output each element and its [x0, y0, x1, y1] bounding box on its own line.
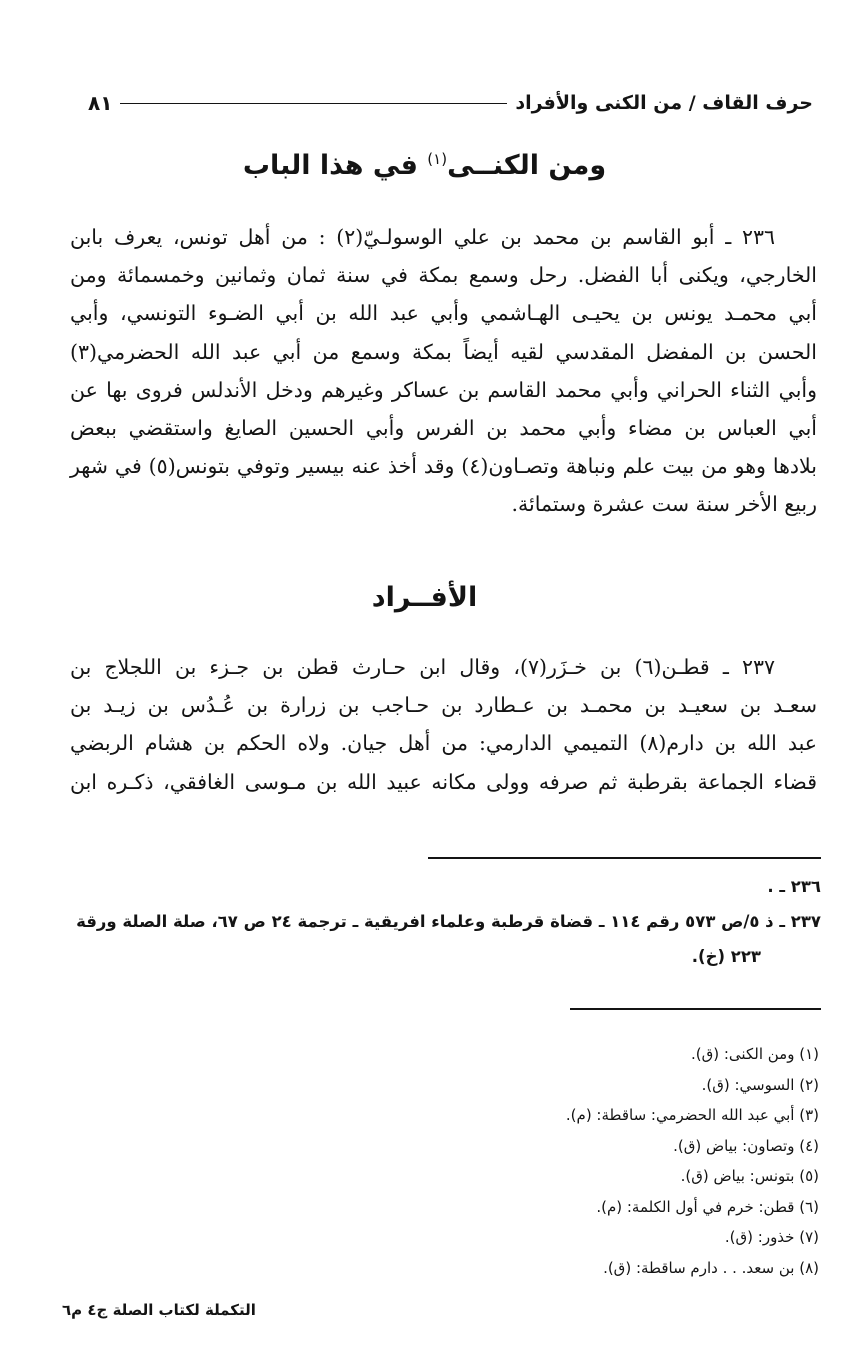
printer-signature: التكملة لكتاب الصلة ج٤ م٦ [62, 1301, 256, 1319]
entry-236-line: ربيع الأخر سنة ست عشرة وستمائة. [511, 492, 817, 517]
entry-237-line: ٢٣٧ ـ قطـن(٦) بن خـزَر(٧)، وقال ابن حـارث قطن بن جـزء بن اللجلاج بن [70, 655, 776, 679]
footnotes-rule [570, 1008, 821, 1010]
reference-line: ٢٢٣ (خ). [691, 947, 761, 966]
footnote: (٢) السوسي: (ق). [701, 1075, 819, 1094]
reference-line: ٢٣٦ ـ . [767, 877, 821, 896]
heading-kuna-text: ومن الكنــى [447, 150, 607, 181]
footnote: (٣) أبي عبد الله الحضرمي: ساقطة: (م). [565, 1106, 819, 1124]
heading-afrad-text: الأفــراد [371, 582, 478, 613]
entry-236-line: الحسن بن المفضل المقدسي لقيه أيضاً بمكة وسمع من أبي عبد الله الحضرمي(٣) [70, 339, 817, 364]
entry-236-line: وأبي الثناء الحراني وأبي محمد القاسم بن عساكر وغيرهم ودخل الأندلس فروى بها عن [70, 377, 817, 402]
footnote: (٨) بن سعد. . . دارم ساقطة: (ق). [603, 1258, 819, 1277]
footnotes [300, 1039, 819, 1283]
entry-237-line: سعـد بن سعيـد بن محمـد بن عـطارد بن حـاجب بن زرارة بن عُـدُس بن زيـد بن [70, 693, 817, 718]
entry-237 [70, 648, 817, 801]
entry-236 [70, 218, 817, 524]
footnote: (٥) بتونس: بياض (ق). [680, 1167, 819, 1185]
source-references [64, 869, 821, 974]
footnote: (١) ومن الكنى: (ق). [691, 1045, 819, 1063]
page-number: ٨١ [88, 91, 113, 115]
footnote: (٧) خذور: (ق). [724, 1228, 819, 1246]
running-title: حرف القاف / من الكنى والأفراد [515, 92, 813, 114]
heading-kuna-note: (١) [427, 150, 448, 168]
running-header [88, 88, 813, 118]
entry-236-line: أبي العباس بن مضاء وأبي محمد بن الفرس وأبي الحسين الصايغ واستقضي ببعض [70, 415, 817, 440]
entry-236-line: أبي محمـد يونس بن يحيـى الهـاشمي وأبي عبد الله بن أبي الضـوء التونسي، وأبي [70, 301, 817, 326]
section-heading-kuna [0, 150, 849, 181]
entry-236-line: بلادها وهو من بيت علم ونباهة وتصـاون(٤) وقد أخذ عنه بيسير وتوفي بتونس(٥) في شهر [70, 454, 817, 479]
entry-236-line: ٢٣٦ ـ أبو القاسم بن محمد بن علي الوسولـيّ(٢) : من أهل تونس، يعرف بابن [70, 225, 776, 249]
section-heading-afrad [0, 582, 849, 613]
footnote: (٤) وتصاون: بياض (ق). [673, 1136, 819, 1155]
entry-237-line: قضاء الجماعة بقرطبة ثم صرفه وولى مكانه عبيد الله بن مـوسى الغافقي، ذكـره ابن [70, 769, 817, 794]
heading-kuna-tail: في هذا الباب [242, 150, 418, 181]
reference-line: ٢٣٧ ـ ذ ٥/ص ٥٧٣ رقم ١١٤ ـ قضاة قرطبة وعلماء افريقية ـ ترجمة ٢٤ ص ٦٧، صلة الصلة ورقة [76, 912, 821, 931]
entry-237-line: عبد الله بن دارم(٨) التميمي الدارمي: من أهل جيان. ولاه الحكم بن هشام الربضي [70, 731, 817, 756]
references-rule [428, 857, 821, 859]
footnote: (٦) قطن: خرم في أول الكلمة: (م). [596, 1197, 819, 1216]
header-rule [120, 103, 507, 104]
entry-236-line: الخارجي، ويكنى أبا الفضل. رحل وسمع بمكة في سنة ثمان وثمانين وخمسمائة ومن [70, 263, 817, 288]
